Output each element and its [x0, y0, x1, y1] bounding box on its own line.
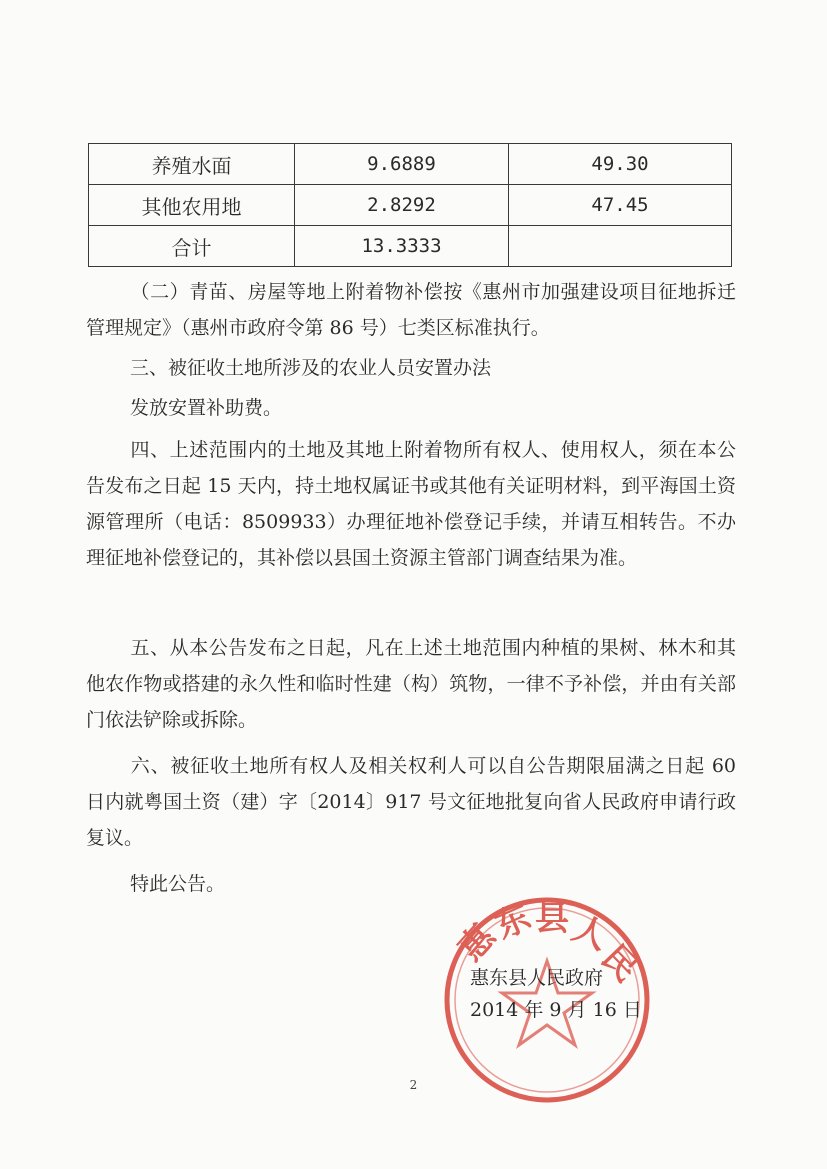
closing-phrase: 特此公告。 [130, 873, 226, 895]
paragraph-no-compensation: 五、从本公告发布之日起，凡在上述土地范围内种植的果树、林木和其他农作物或搭建的永久性和临时性建（构）筑物，一律不予补偿，并由有关部门依法铲除或拆除。 [86, 637, 736, 731]
svg-text:人: 人 [566, 908, 614, 959]
table-row [89, 185, 732, 226]
rate-cell [509, 226, 732, 267]
page-number: 2 [409, 1078, 418, 1092]
signature-date: 2014 年 9 月 16 日 [470, 999, 642, 1021]
svg-text:东: 东 [489, 896, 537, 948]
table-row [89, 226, 732, 267]
svg-text:惠: 惠 [450, 916, 504, 970]
rate-cell: 47.45 [509, 185, 732, 226]
signature-org: 惠东县人民政府 [470, 967, 604, 989]
area-cell: 9.6889 [295, 144, 509, 185]
table-row [89, 144, 732, 185]
paragraph-review: 六、被征收土地所有权人及相关权利人可以自公告期限届满之日起 60 日内就粤国土资（建）字〔2014〕917 号文征地批复向省人民政府申请行政复议。 [86, 755, 736, 849]
compensation-table [88, 143, 732, 267]
svg-text:民: 民 [593, 937, 646, 990]
land-type-cell: 合计 [89, 226, 295, 267]
paragraph-subsidy: 发放安置补助费。 [130, 397, 283, 419]
area-cell: 13.3333 [295, 226, 509, 267]
land-type-cell: 其他农用地 [89, 185, 295, 226]
land-type-cell: 养殖水面 [89, 144, 295, 185]
rate-cell: 49.30 [509, 144, 732, 185]
paragraph-registration: 四、上述范围内的土地及其地上附着物所有权人、使用权人，须在本公告发布之日起 15 天内，持土地权属证书或其他有关证明材料，到平海国土资源管理所（电话：8509933）办理征地补偿登记手续，并请互相转告。不办理征地补偿登记的，其补偿以县国土资源主管部门调查结果为准。 [86, 439, 736, 569]
svg-text:县: 县 [535, 899, 569, 939]
paragraph-attachments: （二）青苗、房屋等地上附着物补偿按《惠州市加强建设项目征地拆迁管理规定》（惠州市政府令第 86 号）七类区标准执行。 [86, 281, 736, 339]
area-cell: 2.8292 [295, 185, 509, 226]
section-heading-resettlement: 三、被征收土地所涉及的农业人员安置办法 [130, 357, 492, 379]
